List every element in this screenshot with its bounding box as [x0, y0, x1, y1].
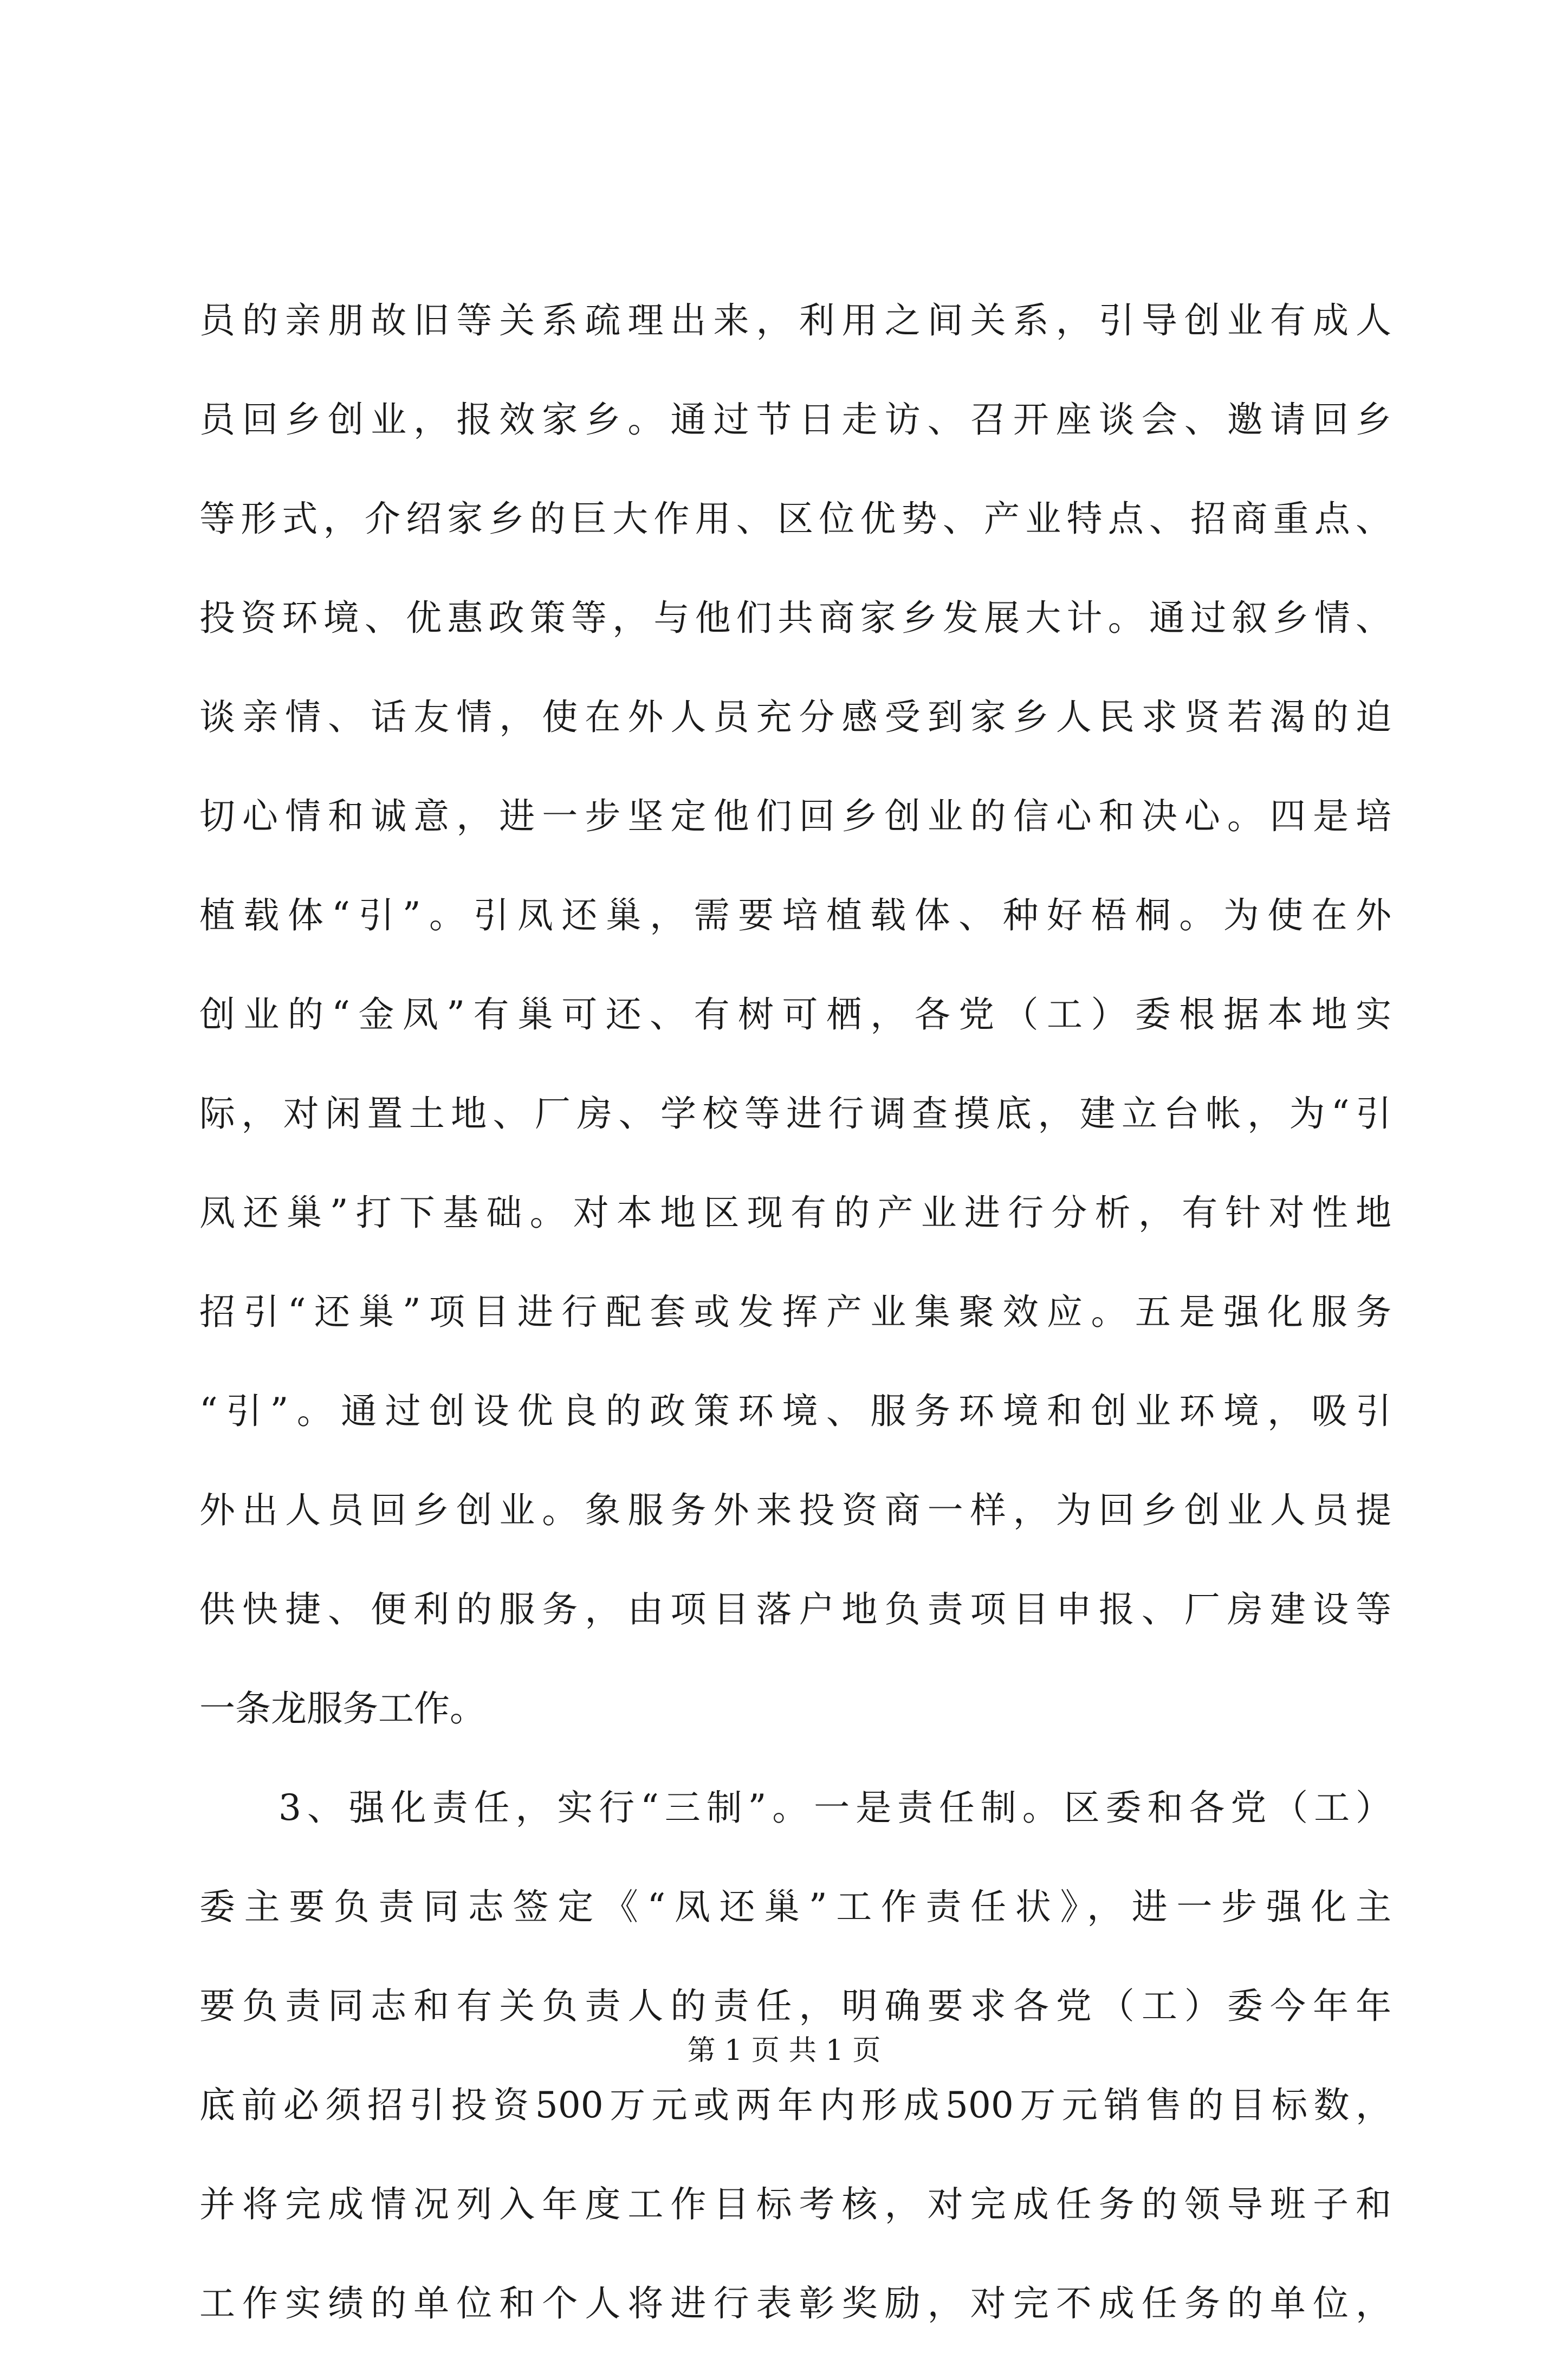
text-line: 并将完成情况列入年度工作目标考核，对完成任务的领导班子和 [199, 2183, 1391, 2225]
text-line: 凤还巢”打下基础。对本地区现有的产业进行分析，有针对性地 [199, 1192, 1391, 1234]
text-line: 员的亲朋故旧等关系疏理出来，利用之间关系，引导创业有成人 [199, 300, 1391, 341]
text-line: 等形式，介绍家乡的巨大作用、区位优势、产业特点、招商重点、 [199, 498, 1391, 540]
text-line: 外出人员回乡创业。象服务外来投资商一样，为回乡创业人员提 [199, 1489, 1391, 1531]
page-footer [0, 2029, 1568, 2072]
text-line: 供快捷、便利的服务，由项目落户地负责项目申报、厂房建设等 [199, 1589, 1391, 1630]
text-line: 员回乡创业，报效家乡。通过节日走访、召开座谈会、邀请回乡 [199, 399, 1391, 440]
text-line: 要负责同志和有关负责人的责任，明确要求各党（工）委今年年 [199, 1985, 1391, 2027]
text-line: 委主要负责同志签定《“凤还巢”工作责任状》，进一步强化主 [199, 1886, 1391, 1928]
text-line: 招引“还巢”项目进行配套或发挥产业集聚效应。五是强化服务 [199, 1291, 1391, 1333]
text-line: “引”。通过创设优良的政策环境、服务环境和创业环境，吸引 [199, 1390, 1391, 1432]
text-line: 一条龙服务工作。 [199, 1688, 485, 1729]
page-number-label: 第 1 页 共 1 页 [687, 2034, 881, 2067]
text-line: 谈亲情、话友情，使在外人员充分感受到家乡人民求贤若渴的迫 [199, 696, 1391, 738]
text-line: 3、强化责任，实行“三制”。一是责任制。区委和各党（工） [278, 1787, 1391, 1829]
text-line: 植载体“引”。引凤还巢，需要培植载体、种好梧桐。为使在外 [199, 894, 1391, 936]
text-line: 切心情和诚意，进一步坚定他们回乡创业的信心和决心。四是培 [199, 795, 1391, 837]
text-line: 际，对闲置土地、厂房、学校等进行调查摸底，建立台帐，为“引 [199, 1093, 1391, 1135]
text-line: 投资环境、优惠政策等，与他们共商家乡发展大计。通过叙乡情、 [199, 597, 1391, 639]
text-line: 工作实绩的单位和个人将进行表彰奖励，对完不成任务的单位， [199, 2283, 1391, 2324]
text-line: 底前必须招引投资500万元或两年内形成500万元销售的目标数， [199, 2084, 1391, 2126]
text-line: 创业的“金凤”有巢可还、有树可栖，各党（工）委根据本地实 [199, 994, 1391, 1035]
